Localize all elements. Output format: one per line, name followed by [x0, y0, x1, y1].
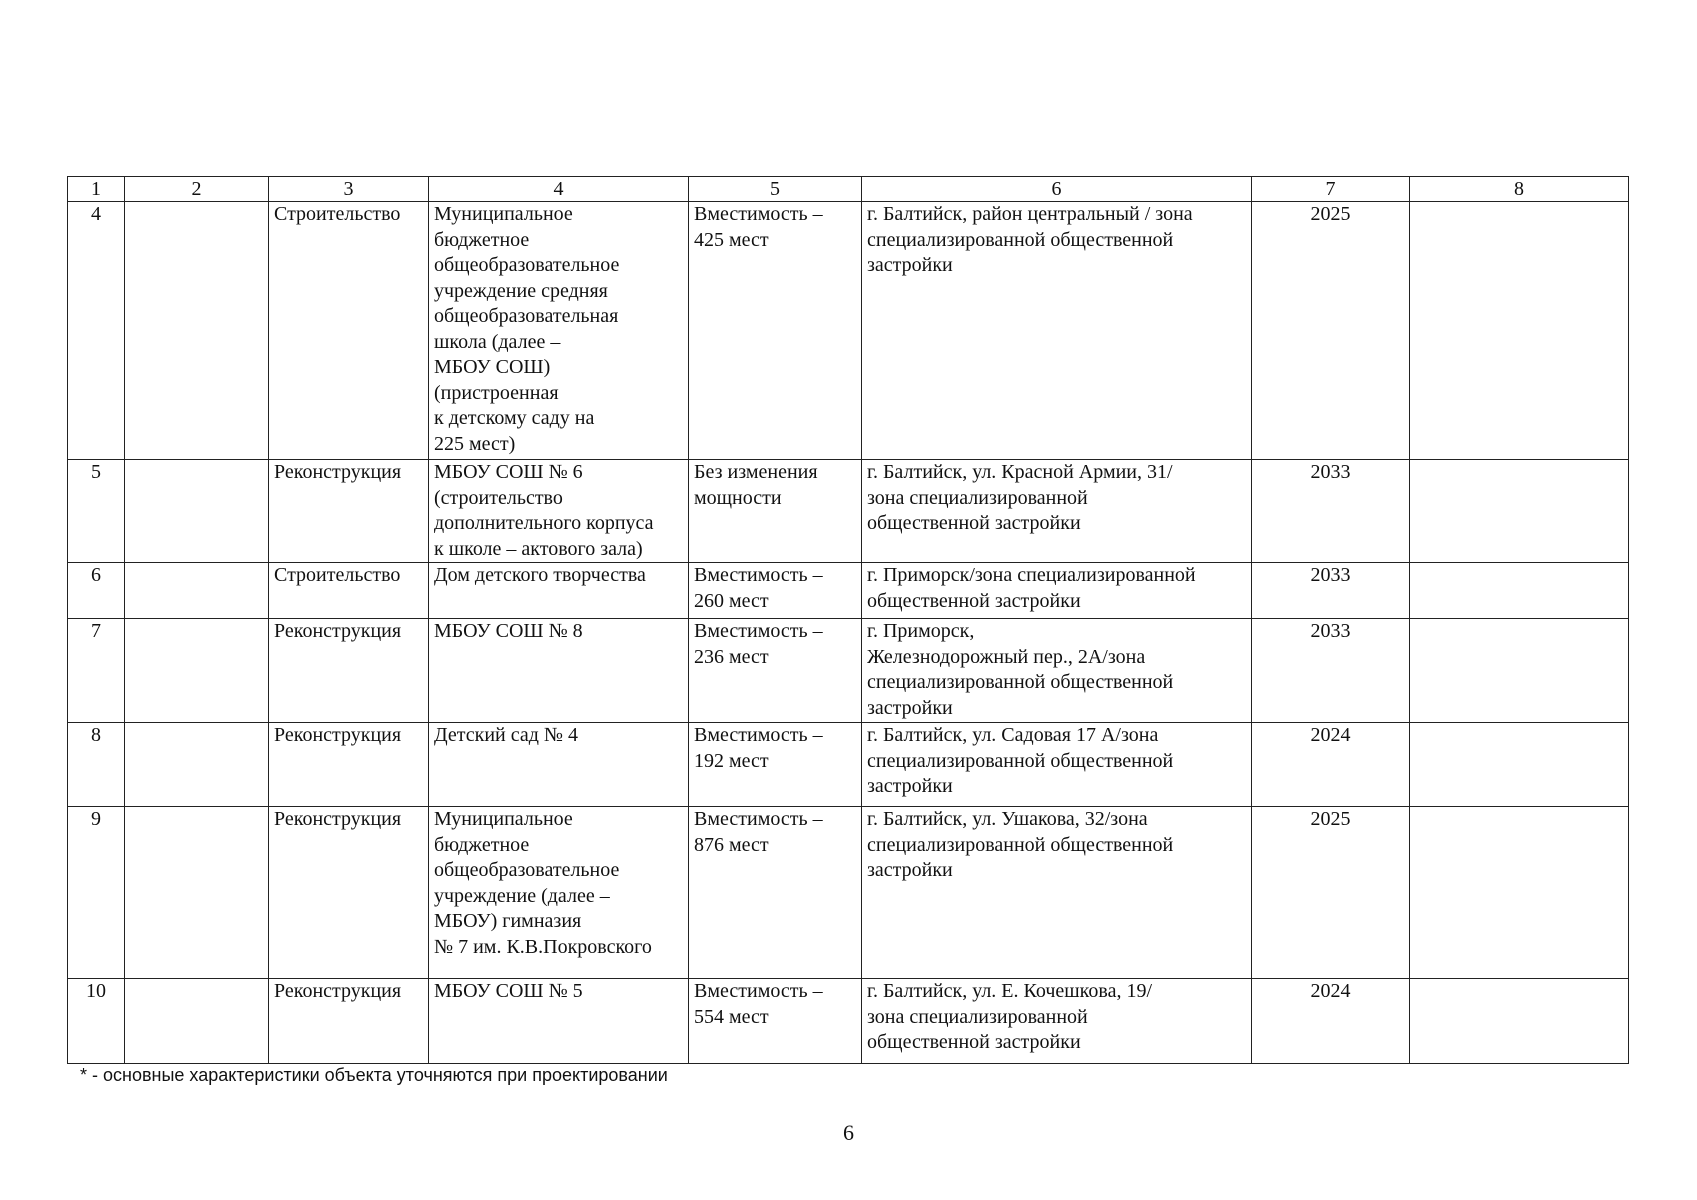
work-type: Реконструкция	[269, 723, 429, 807]
column-header: 2	[125, 177, 269, 202]
footnote: * - основные характеристики объекта уточняются при проектировании	[80, 1065, 668, 1085]
empty-cell	[125, 563, 269, 619]
objects-table	[67, 176, 1629, 1064]
location: г. Балтийск, район центральный / зона специализированной общественной застройки	[862, 202, 1252, 460]
year: 2024	[1252, 979, 1410, 1064]
capacity: Вместимость – 425 мест	[689, 202, 862, 460]
table-row	[68, 563, 1629, 619]
empty-cell	[1410, 979, 1629, 1064]
capacity: Вместимость – 236 мест	[689, 619, 862, 723]
location: г. Приморск/зона специализированной общественной застройки	[862, 563, 1252, 619]
object-name: МБОУ СОШ № 6 (строительство дополнительного корпуса к школе – актового зала)	[429, 460, 689, 563]
capacity: Вместимость – 876 мест	[689, 807, 862, 979]
capacity: Вместимость – 192 мест	[689, 723, 862, 807]
table-row	[68, 807, 1629, 979]
year: 2033	[1252, 563, 1410, 619]
table-row	[68, 979, 1629, 1064]
work-type: Реконструкция	[269, 460, 429, 563]
location: г. Балтийск, ул. Садовая 17 А/зона специализированной общественной застройки	[862, 723, 1252, 807]
empty-cell	[125, 460, 269, 563]
column-header: 4	[429, 177, 689, 202]
empty-cell	[125, 979, 269, 1064]
work-type: Реконструкция	[269, 619, 429, 723]
empty-cell	[1410, 807, 1629, 979]
table-header-row	[68, 177, 1629, 202]
column-header: 5	[689, 177, 862, 202]
row-number: 5	[68, 460, 125, 563]
empty-cell	[1410, 723, 1629, 807]
column-header: 7	[1252, 177, 1410, 202]
row-number: 10	[68, 979, 125, 1064]
empty-cell	[125, 202, 269, 460]
empty-cell	[1410, 460, 1629, 563]
row-number: 9	[68, 807, 125, 979]
row-number: 7	[68, 619, 125, 723]
row-number: 8	[68, 723, 125, 807]
year: 2033	[1252, 460, 1410, 563]
empty-cell	[125, 619, 269, 723]
object-name: МБОУ СОШ № 5	[429, 979, 689, 1064]
location: г. Приморск, Железнодорожный пер., 2А/зона специализированной общественной застройки	[862, 619, 1252, 723]
empty-cell	[1410, 619, 1629, 723]
object-name: Муниципальное бюджетное общеобразовательное учреждение (далее – МБОУ) гимназия № 7 им. К.В.Покровского	[429, 807, 689, 979]
object-name: МБОУ СОШ № 8	[429, 619, 689, 723]
object-name: Дом детского творчества	[429, 563, 689, 619]
row-number: 4	[68, 202, 125, 460]
column-header: 8	[1410, 177, 1629, 202]
work-type: Реконструкция	[269, 807, 429, 979]
table-row	[68, 723, 1629, 807]
empty-cell	[1410, 202, 1629, 460]
object-name: Муниципальное бюджетное общеобразовательное учреждение средняя общеобразовательная школа (далее – МБОУ СОШ) (пристроенная к детскому саду на 225 мест)	[429, 202, 689, 460]
work-type: Реконструкция	[269, 979, 429, 1064]
year: 2033	[1252, 619, 1410, 723]
empty-cell	[125, 807, 269, 979]
location: г. Балтийск, ул. Ушакова, 32/зона специализированной общественной застройки	[862, 807, 1252, 979]
table-row	[68, 619, 1629, 723]
column-header: 1	[68, 177, 125, 202]
location: г. Балтийск, ул. Е. Кочешкова, 19/ зона специализированной общественной застройки	[862, 979, 1252, 1064]
empty-cell	[125, 723, 269, 807]
location: г. Балтийск, ул. Красной Армии, 31/ зона специализированной общественной застройки	[862, 460, 1252, 563]
year: 2025	[1252, 202, 1410, 460]
capacity: Вместимость – 554 мест	[689, 979, 862, 1064]
work-type: Строительство	[269, 202, 429, 460]
page-number: 6	[843, 1120, 854, 1145]
row-number: 6	[68, 563, 125, 619]
year: 2025	[1252, 807, 1410, 979]
column-header: 6	[862, 177, 1252, 202]
table-row	[68, 460, 1629, 563]
object-name: Детский сад № 4	[429, 723, 689, 807]
capacity: Вместимость – 260 мест	[689, 563, 862, 619]
column-header: 3	[269, 177, 429, 202]
table-row	[68, 202, 1629, 460]
year: 2024	[1252, 723, 1410, 807]
work-type: Строительство	[269, 563, 429, 619]
capacity: Без изменения мощности	[689, 460, 862, 563]
empty-cell	[1410, 563, 1629, 619]
